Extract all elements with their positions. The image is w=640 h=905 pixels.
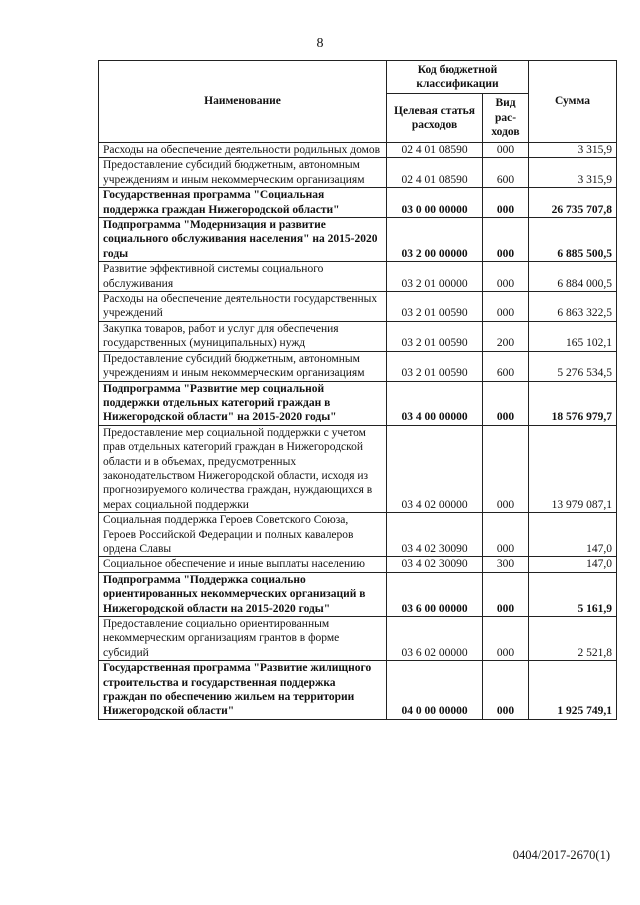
- row-name: Расходы на обеспечение деятельности государственных учреждений: [99, 292, 387, 322]
- row-code: 03 2 00 00000: [387, 218, 483, 262]
- row-expense-kind: 000: [483, 617, 529, 661]
- row-sum: 26 735 707,8: [529, 188, 617, 218]
- row-sum: 165 102,1: [529, 321, 617, 351]
- row-name: Предоставление мер социальной поддержки с учетом прав отдельных категорий граждан в Нижегородской области и в объемах, предусмотренных законодательством Нижегородской области, исходя из прогнозируемого количества граждан, нуждающихся в мерах социальной поддержки: [99, 425, 387, 512]
- row-code: 03 2 01 00000: [387, 262, 483, 292]
- row-name: Подпрограмма "Развитие мер социальной поддержки отдельных категорий граждан в Нижегородской области" на 2015-2020 годы": [99, 381, 387, 425]
- row-code: 03 4 00 00000: [387, 381, 483, 425]
- row-sum: 3 315,9: [529, 143, 617, 158]
- row-name: Социальная поддержка Героев Советского Союза, Героев Российской Федерации и полных кавалеров ордена Славы: [99, 513, 387, 557]
- row-sum: 13 979 087,1: [529, 425, 617, 512]
- row-code: 03 0 00 00000: [387, 188, 483, 218]
- row-expense-kind: 000: [483, 218, 529, 262]
- table-row: [99, 572, 617, 616]
- row-sum: 3 315,9: [529, 158, 617, 188]
- row-name: Подпрограмма "Модернизация и развитие социального обслуживания населения" на 2015-2020 годы: [99, 218, 387, 262]
- row-name: Социальное обеспечение и иные выплаты населению: [99, 557, 387, 572]
- row-expense-kind: 200: [483, 321, 529, 351]
- page-number: 8: [316, 36, 324, 51]
- row-name: Предоставление субсидий бюджетным, автономным учреждениям и иным некоммерческим организациям: [99, 351, 387, 381]
- row-name: Государственная программа "Социальная поддержка граждан Нижегородской области": [99, 188, 387, 218]
- row-name: Расходы на обеспечение деятельности родильных домов: [99, 143, 387, 158]
- row-name: Подпрограмма "Поддержка социально ориентированных некоммерческих организаций в Нижегородской области на 2015-2020 годы": [99, 572, 387, 616]
- header-sum: Сумма: [529, 61, 617, 143]
- table-row: [99, 661, 617, 720]
- row-name: Развитие эффективной системы социального обслуживания: [99, 262, 387, 292]
- row-expense-kind: 000: [483, 381, 529, 425]
- row-code: 02 4 01 08590: [387, 158, 483, 188]
- table-row: [99, 262, 617, 292]
- row-expense-kind: 000: [483, 572, 529, 616]
- row-sum: 6 885 500,5: [529, 218, 617, 262]
- row-code: 04 0 00 00000: [387, 661, 483, 720]
- row-sum: 6 884 000,5: [529, 262, 617, 292]
- row-code: 03 4 02 30090: [387, 557, 483, 572]
- row-sum: 5 161,9: [529, 572, 617, 616]
- row-expense-kind: 000: [483, 292, 529, 322]
- row-name: Закупка товаров, работ и услуг для обеспечения государственных (муниципальных) нужд: [99, 321, 387, 351]
- row-expense-kind: 300: [483, 557, 529, 572]
- table-row: [99, 425, 617, 512]
- row-code: 03 2 01 00590: [387, 351, 483, 381]
- row-expense-kind: 000: [483, 513, 529, 557]
- row-sum: 1 925 749,1: [529, 661, 617, 720]
- document-number: 0404/2017-2670(1): [512, 848, 610, 862]
- table-row: [99, 617, 617, 661]
- row-code: 03 4 02 30090: [387, 513, 483, 557]
- table-row: [99, 188, 617, 218]
- row-expense-kind: 000: [483, 425, 529, 512]
- row-code: 03 6 02 00000: [387, 617, 483, 661]
- table-row: [99, 143, 617, 158]
- budget-table: [98, 60, 617, 720]
- row-name: Государственная программа "Развитие жилищного строительства и государственная поддержка граждан по обеспечению жильем на территории Нижегородской области": [99, 661, 387, 720]
- table-row: [99, 381, 617, 425]
- header-budget-classification: Код бюджетной классификации: [387, 61, 529, 94]
- table-header: [99, 61, 617, 143]
- table-row: [99, 513, 617, 557]
- row-expense-kind: 600: [483, 351, 529, 381]
- row-sum: 6 863 322,5: [529, 292, 617, 322]
- row-expense-kind: 000: [483, 661, 529, 720]
- row-expense-kind: 000: [483, 143, 529, 158]
- row-code: 03 6 00 00000: [387, 572, 483, 616]
- row-code: 03 2 01 00590: [387, 292, 483, 322]
- table-row: [99, 292, 617, 322]
- row-expense-kind: 000: [483, 188, 529, 218]
- row-sum: 2 521,8: [529, 617, 617, 661]
- header-target-article: Целевая статья расходов: [387, 94, 483, 143]
- header-name: Наименование: [99, 61, 387, 143]
- row-name: Предоставление субсидий бюджетным, автономным учреждениям и иным некоммерческим организациям: [99, 158, 387, 188]
- table-body: [99, 143, 617, 720]
- row-code: 02 4 01 08590: [387, 143, 483, 158]
- header-expense-kind: Вид рас-ходов: [483, 94, 529, 143]
- table-row: [99, 158, 617, 188]
- row-expense-kind: 000: [483, 262, 529, 292]
- row-sum: 147,0: [529, 513, 617, 557]
- table-row: [99, 351, 617, 381]
- row-name: Предоставление социально ориентированным некоммерческим организациям грантов в форме субсидий: [99, 617, 387, 661]
- table-row: [99, 557, 617, 572]
- table-row: [99, 321, 617, 351]
- row-expense-kind: 600: [483, 158, 529, 188]
- row-code: 03 4 02 00000: [387, 425, 483, 512]
- table-row: [99, 218, 617, 262]
- row-code: 03 2 01 00590: [387, 321, 483, 351]
- row-sum: 147,0: [529, 557, 617, 572]
- row-sum: 18 576 979,7: [529, 381, 617, 425]
- row-sum: 5 276 534,5: [529, 351, 617, 381]
